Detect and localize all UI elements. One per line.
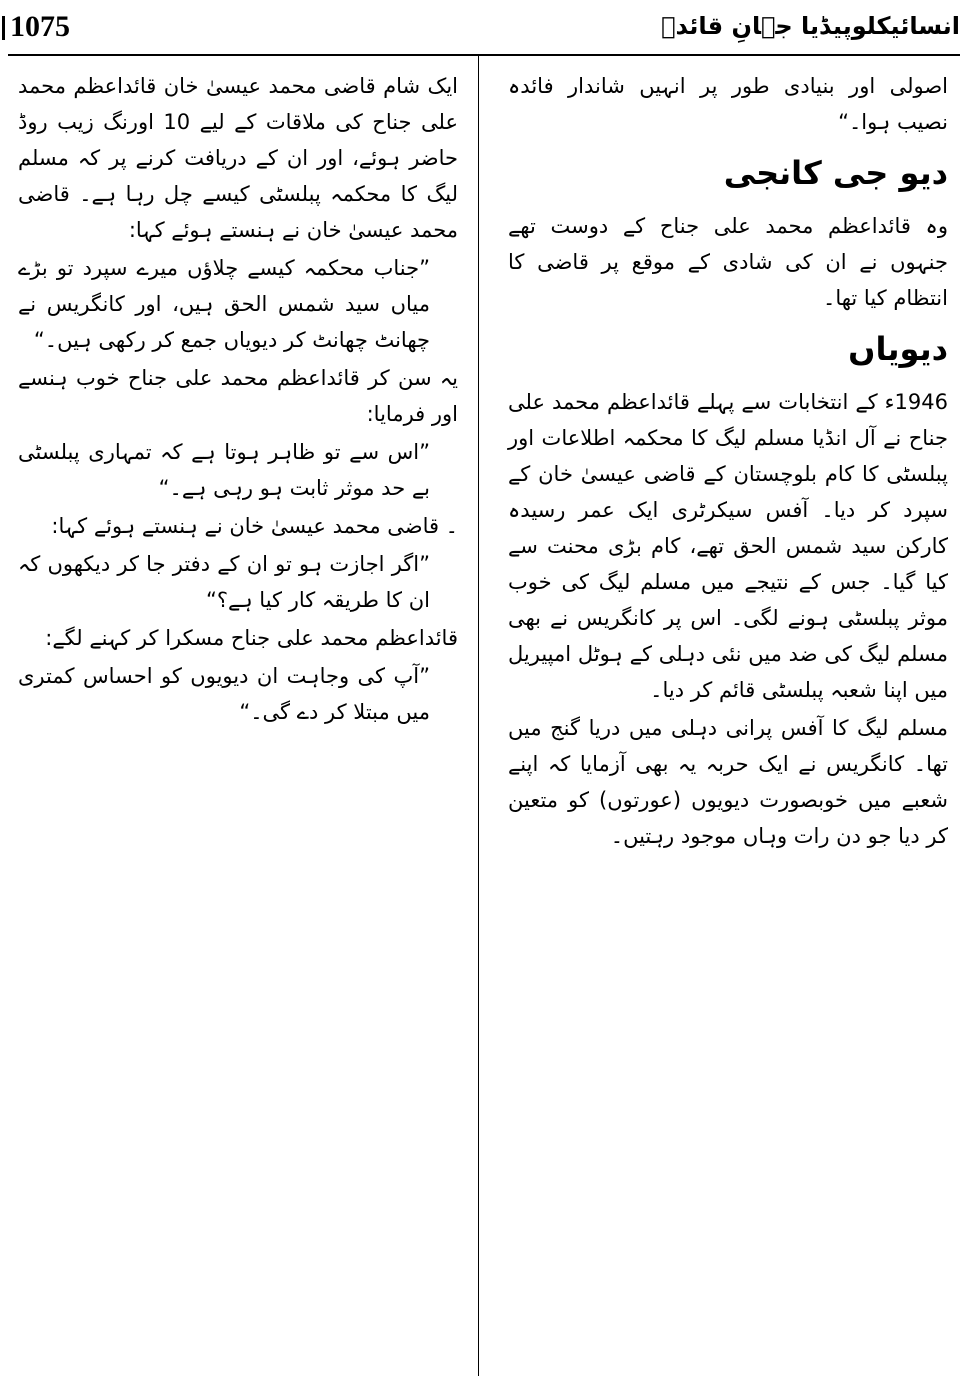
quote-3: ”اگر اجازت ہو تو ان کے دفتر جا کر دیکھوں کہ ان کا طریقہ کار کیا ہے؟“ xyxy=(18,552,430,612)
section-heading-devji-kanji: دیو جی کانجی xyxy=(723,154,948,192)
header-rule xyxy=(8,54,960,56)
column-divider xyxy=(478,56,479,1376)
paragraph-devji-kanji: وہ قائداعظم محمد علی جناح کے دوست تھے جنہوں نے ان کی شادی کے موقع پر قاضی کا انتظام کیا تھا۔ xyxy=(508,214,948,310)
section-heading-deviyan: دیویاں xyxy=(848,330,948,368)
narration-4: قائداعظم محمد علی جناح مسکرا کر کہنے لگے: xyxy=(45,626,458,650)
right-column xyxy=(508,68,948,856)
page-number: 1075 xyxy=(10,10,70,43)
narration-2: یہ سن کر قائداعظم محمد علی جناح خوب ہنسے اور فرمایا: xyxy=(18,366,458,426)
left-column xyxy=(18,68,458,732)
intro-line: اصولی اور بنیادی طور پر انہیں شاندار فائدہ نصیب ہوا۔“ xyxy=(508,74,948,134)
quote-1: ”جناب محکمہ کیسے چلاؤں میرے سپرد تو بڑے میاں سید شمس الحق ہیں، اور کانگریس نے چھانٹ چھانٹ کر دیویاں جمع کر رکھی ہیں۔“ xyxy=(18,256,430,352)
paragraph-narration-1: ایک شام قاضی محمد عیسیٰ خان قائداعظم محمد علی جناح کی ملاقات کے لیے 10 اورنگ زیب روڈ حاضر ہوئے، اور ان کے دریافت کرنے پر کہ مسلم لیگ کا محکمہ پبلسٹی کیسے چل رہا ہے۔ قاضی محمد عیسیٰ خان نے ہنستے ہوئے کہا: xyxy=(18,74,458,242)
paragraph-deviyan-1: 1946ء کے انتخابات سے پہلے قائداعظم محمد علی جناح نے آل انڈیا مسلم لیگ کا محکمہ اطلاعات اور پبلسٹی کا کام بلوچستان کے قاضی عیسیٰ خان کے سپرد کر دیا۔ آفس سیکرٹری ایک عمر رسیدہ کارکن سید شمس الحق تھے، کام بڑی محنت سے کیا گیا۔ جس کے نتیجے میں مسلم لیگ کی خوب موثر پبلسٹی ہونے لگی۔ اس پر کانگریس نے بھی مسلم لیگ کی ضد میں نئی دہلی کے ہوٹل امپیریل میں اپنا شعبہ پبلسٹی قائم کر دیا۔ xyxy=(508,390,948,702)
paragraph-deviyan-2: مسلم لیگ کا آفس پرانی دہلی میں دریا گنج میں تھا۔ کانگریس نے ایک حربہ یہ بھی آزمایا کہ اپنے شعبے میں خوبصورت دیویوں (عورتوں) کو متعین کر دیا جو دن رات وہاں موجود رہتیں۔ xyxy=(508,716,948,848)
narration-3: ۔ قاضی محمد عیسیٰ خان نے ہنستے ہوئے کہا: xyxy=(51,514,458,538)
quote-2: ”اس سے تو ظاہر ہوتا ہے کہ تمہاری پبلسٹی بے حد موثر ثابت ہو رہی ہے۔“ xyxy=(18,440,430,500)
running-title: انسائیکلوپیڈیا جہانِ قائدؒ xyxy=(661,12,960,40)
page-header xyxy=(0,0,968,62)
quote-4: ”آپ کی وجاہت ان دیویوں کو احساس کمتری میں مبتلا کر دے گی۔“ xyxy=(18,664,430,724)
